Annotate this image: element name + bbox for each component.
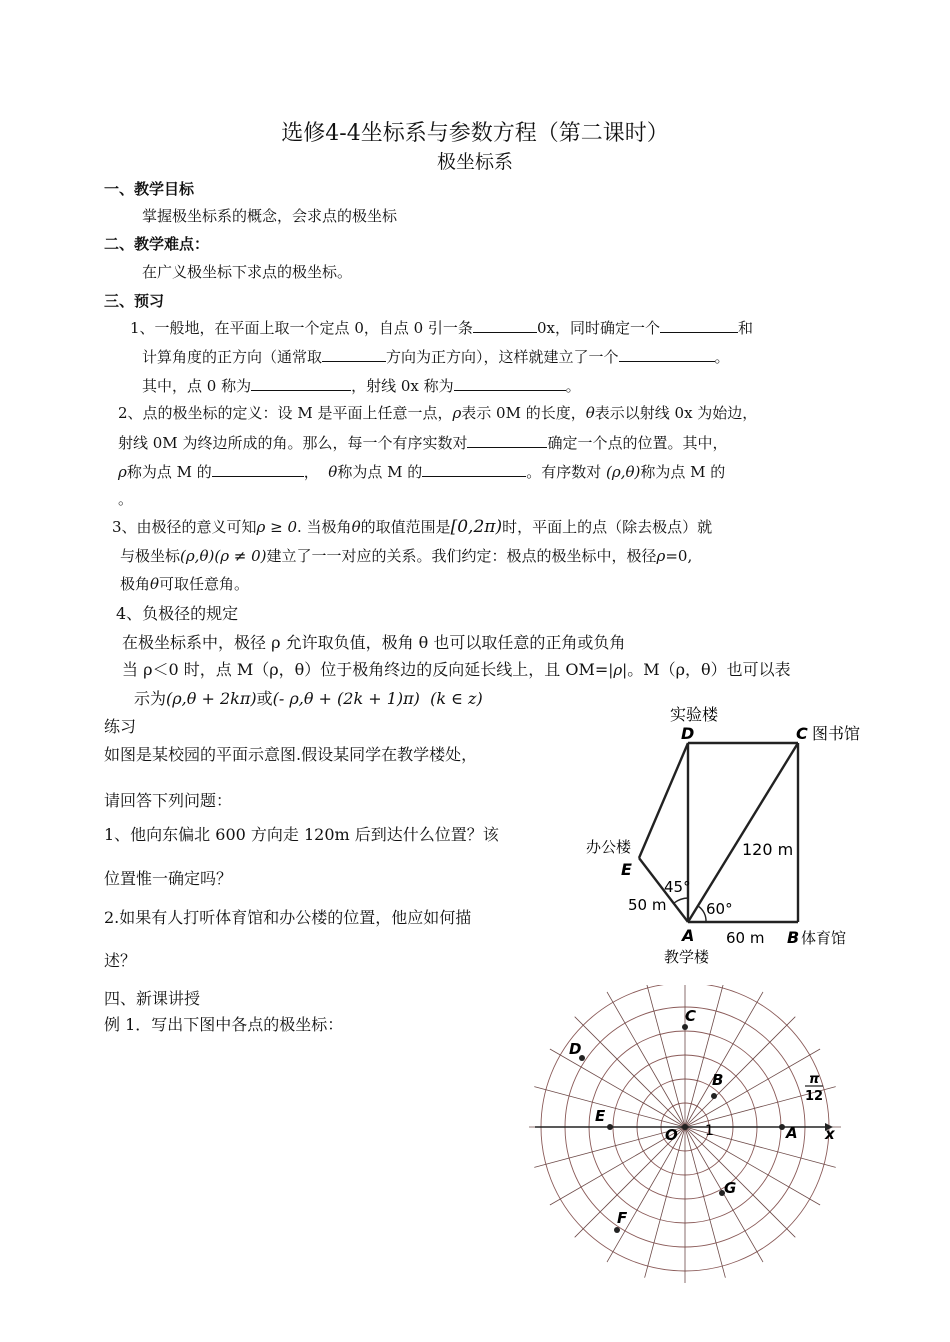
label-A: A xyxy=(682,926,695,945)
polar-origin xyxy=(682,1124,688,1130)
label-unit: 1 xyxy=(705,1123,714,1139)
campus-diagram xyxy=(578,700,868,975)
para4-line1: 在极坐标系中，极径 ρ 允许取负值，极角 θ 也可以取任意的正角或负角 xyxy=(122,633,626,652)
label-B: B xyxy=(787,928,800,947)
polar-grid-diagram xyxy=(525,985,845,1295)
para3-line1: 3、由极径的意义可知ρ ≥ 0. 当极角θ的取值范围是[0,2π)时，平面上的点（除去极点）就 xyxy=(112,517,713,537)
angle-arc-60 xyxy=(698,906,706,922)
polar-ray xyxy=(534,1087,685,1127)
label-teaching: 教学楼 xyxy=(664,948,710,966)
label-angle-45: 45° xyxy=(664,878,691,896)
para4-title: 4、负极径的规定 xyxy=(116,604,239,623)
label-point-G: G xyxy=(724,1179,737,1197)
label-point-A: A xyxy=(786,1124,798,1142)
polar-ray xyxy=(575,1017,685,1127)
label-point-E: E xyxy=(595,1107,606,1125)
polar-ray xyxy=(685,1017,795,1127)
example1-text: 例 1．写出下图中各点的极坐标： xyxy=(104,1015,344,1034)
polar-point-F xyxy=(614,1227,620,1233)
label-dist-AE: 50 m xyxy=(628,896,667,914)
para3-line2: 与极坐标(ρ,θ)(ρ ≠ 0)建立了一一对应的关系。我们约定：极点的极坐标中，极径ρ=0, xyxy=(120,547,693,565)
polar-ray xyxy=(607,992,685,1127)
para1-line2: 计算角度的正方向（通常取 方向为正方向），这样就建立了一个 。 xyxy=(142,348,730,366)
polar-ray xyxy=(550,1049,685,1127)
angle-arc-45 xyxy=(674,898,688,903)
label-C: C xyxy=(796,724,808,743)
label-point-C: C xyxy=(685,1007,697,1025)
label-pi-numerator: π xyxy=(809,1072,820,1087)
practice-line2: 请回答下列问题： xyxy=(104,791,233,810)
para1-line3: 其中，点 0 称为 ，射线 0x 称为 。 xyxy=(142,377,581,395)
label-origin: O xyxy=(665,1126,678,1144)
polar-ray xyxy=(685,992,763,1127)
label-D: D xyxy=(681,724,695,743)
label-lab: 实验楼 xyxy=(670,705,719,724)
page-title: 选修4-4坐标系与参数方程（第二课时） xyxy=(281,121,669,146)
practice-q1-line2: 位置惟一确定吗？ xyxy=(104,869,233,888)
difficulty-text: 在广义极坐标下求点的极坐标。 xyxy=(142,263,353,281)
polar-point-E xyxy=(607,1124,613,1130)
para2-line4: 。 xyxy=(118,490,134,508)
section-heading-preview: 三、预习 xyxy=(104,292,165,310)
label-office: 办公楼 xyxy=(586,838,632,856)
label-dist-AC: 120 m xyxy=(742,840,794,859)
polar-ray xyxy=(534,1127,685,1167)
section-heading-goals: 一、教学目标 xyxy=(104,180,195,198)
polar-point-B xyxy=(711,1093,717,1099)
polar-ray xyxy=(685,1127,725,1278)
polar-ray xyxy=(685,1049,820,1127)
segment-AC xyxy=(688,743,798,922)
label-x-axis: x xyxy=(825,1125,835,1143)
polar-point-A xyxy=(779,1124,785,1130)
segment-DE xyxy=(639,743,688,858)
para4-line3: 示为(ρ,θ + 2kπ)或(- ρ,θ + (2k + 1)π) (k ∈ z) xyxy=(134,689,483,708)
para1-line1: 1、一般地，在平面上取一个定点 0，自点 0 引一条 0x，同时确定一个 和 xyxy=(130,319,753,337)
label-pi-denominator: 12 xyxy=(805,1089,824,1104)
para3-line3: 极角θ可取任意角。 xyxy=(120,575,250,593)
practice-line1: 如图是某校园的平面示意图.假设某同学在教学楼处， xyxy=(104,745,478,764)
goals-text: 掌握极坐标系的概念，会求点的极坐标 xyxy=(142,207,398,225)
label-gym: 体育馆 xyxy=(801,929,847,947)
section-heading-new-lesson: 四、新课讲授 xyxy=(104,989,201,1008)
para2-line2: 射线 0M 为终边所成的角。那么，每一个有序实数对 确定一个点的位置。其中， xyxy=(118,434,728,452)
section-heading-difficulty: 二、教学难点： xyxy=(104,235,210,253)
practice-q2-line2: 述？ xyxy=(104,951,137,970)
polar-ray xyxy=(607,1127,685,1262)
polar-ray xyxy=(645,985,685,1127)
label-point-B: B xyxy=(712,1071,724,1089)
label-library: 图书馆 xyxy=(812,724,861,743)
polar-ray xyxy=(685,1127,795,1237)
page-subtitle: 极坐标系 xyxy=(436,151,513,173)
practice-title: 练习 xyxy=(104,717,137,736)
para2-line1: 2、点的极坐标的定义：设 M 是平面上任意一点，ρ表示 0M 的长度，θ表示以射线 0x 为始边， xyxy=(118,404,758,422)
label-E: E xyxy=(621,860,632,879)
label-angle-60: 60° xyxy=(706,900,733,918)
para2-line3: ρ称为点 M 的 ， θ称为点 M 的 。有序数对 (ρ,θ)称为点 M 的 xyxy=(118,463,726,481)
label-dist-AB: 60 m xyxy=(726,929,765,947)
label-point-F: F xyxy=(617,1209,628,1227)
practice-q1-line1: 1、他向东偏北 600 方向走 120m 后到达什么位置？该 xyxy=(104,825,499,844)
practice-q2-line1: 2.如果有人打听体育馆和办公楼的位置，他应如何描 xyxy=(104,908,472,927)
para4-line2: 当 ρ＜0 时，点 M（ρ，θ）位于极角终边的反向延长线上，且 OM=|ρ|。M（ρ，θ）也可以表 xyxy=(122,660,791,679)
polar-ray xyxy=(645,1127,685,1278)
label-point-D: D xyxy=(569,1040,582,1058)
